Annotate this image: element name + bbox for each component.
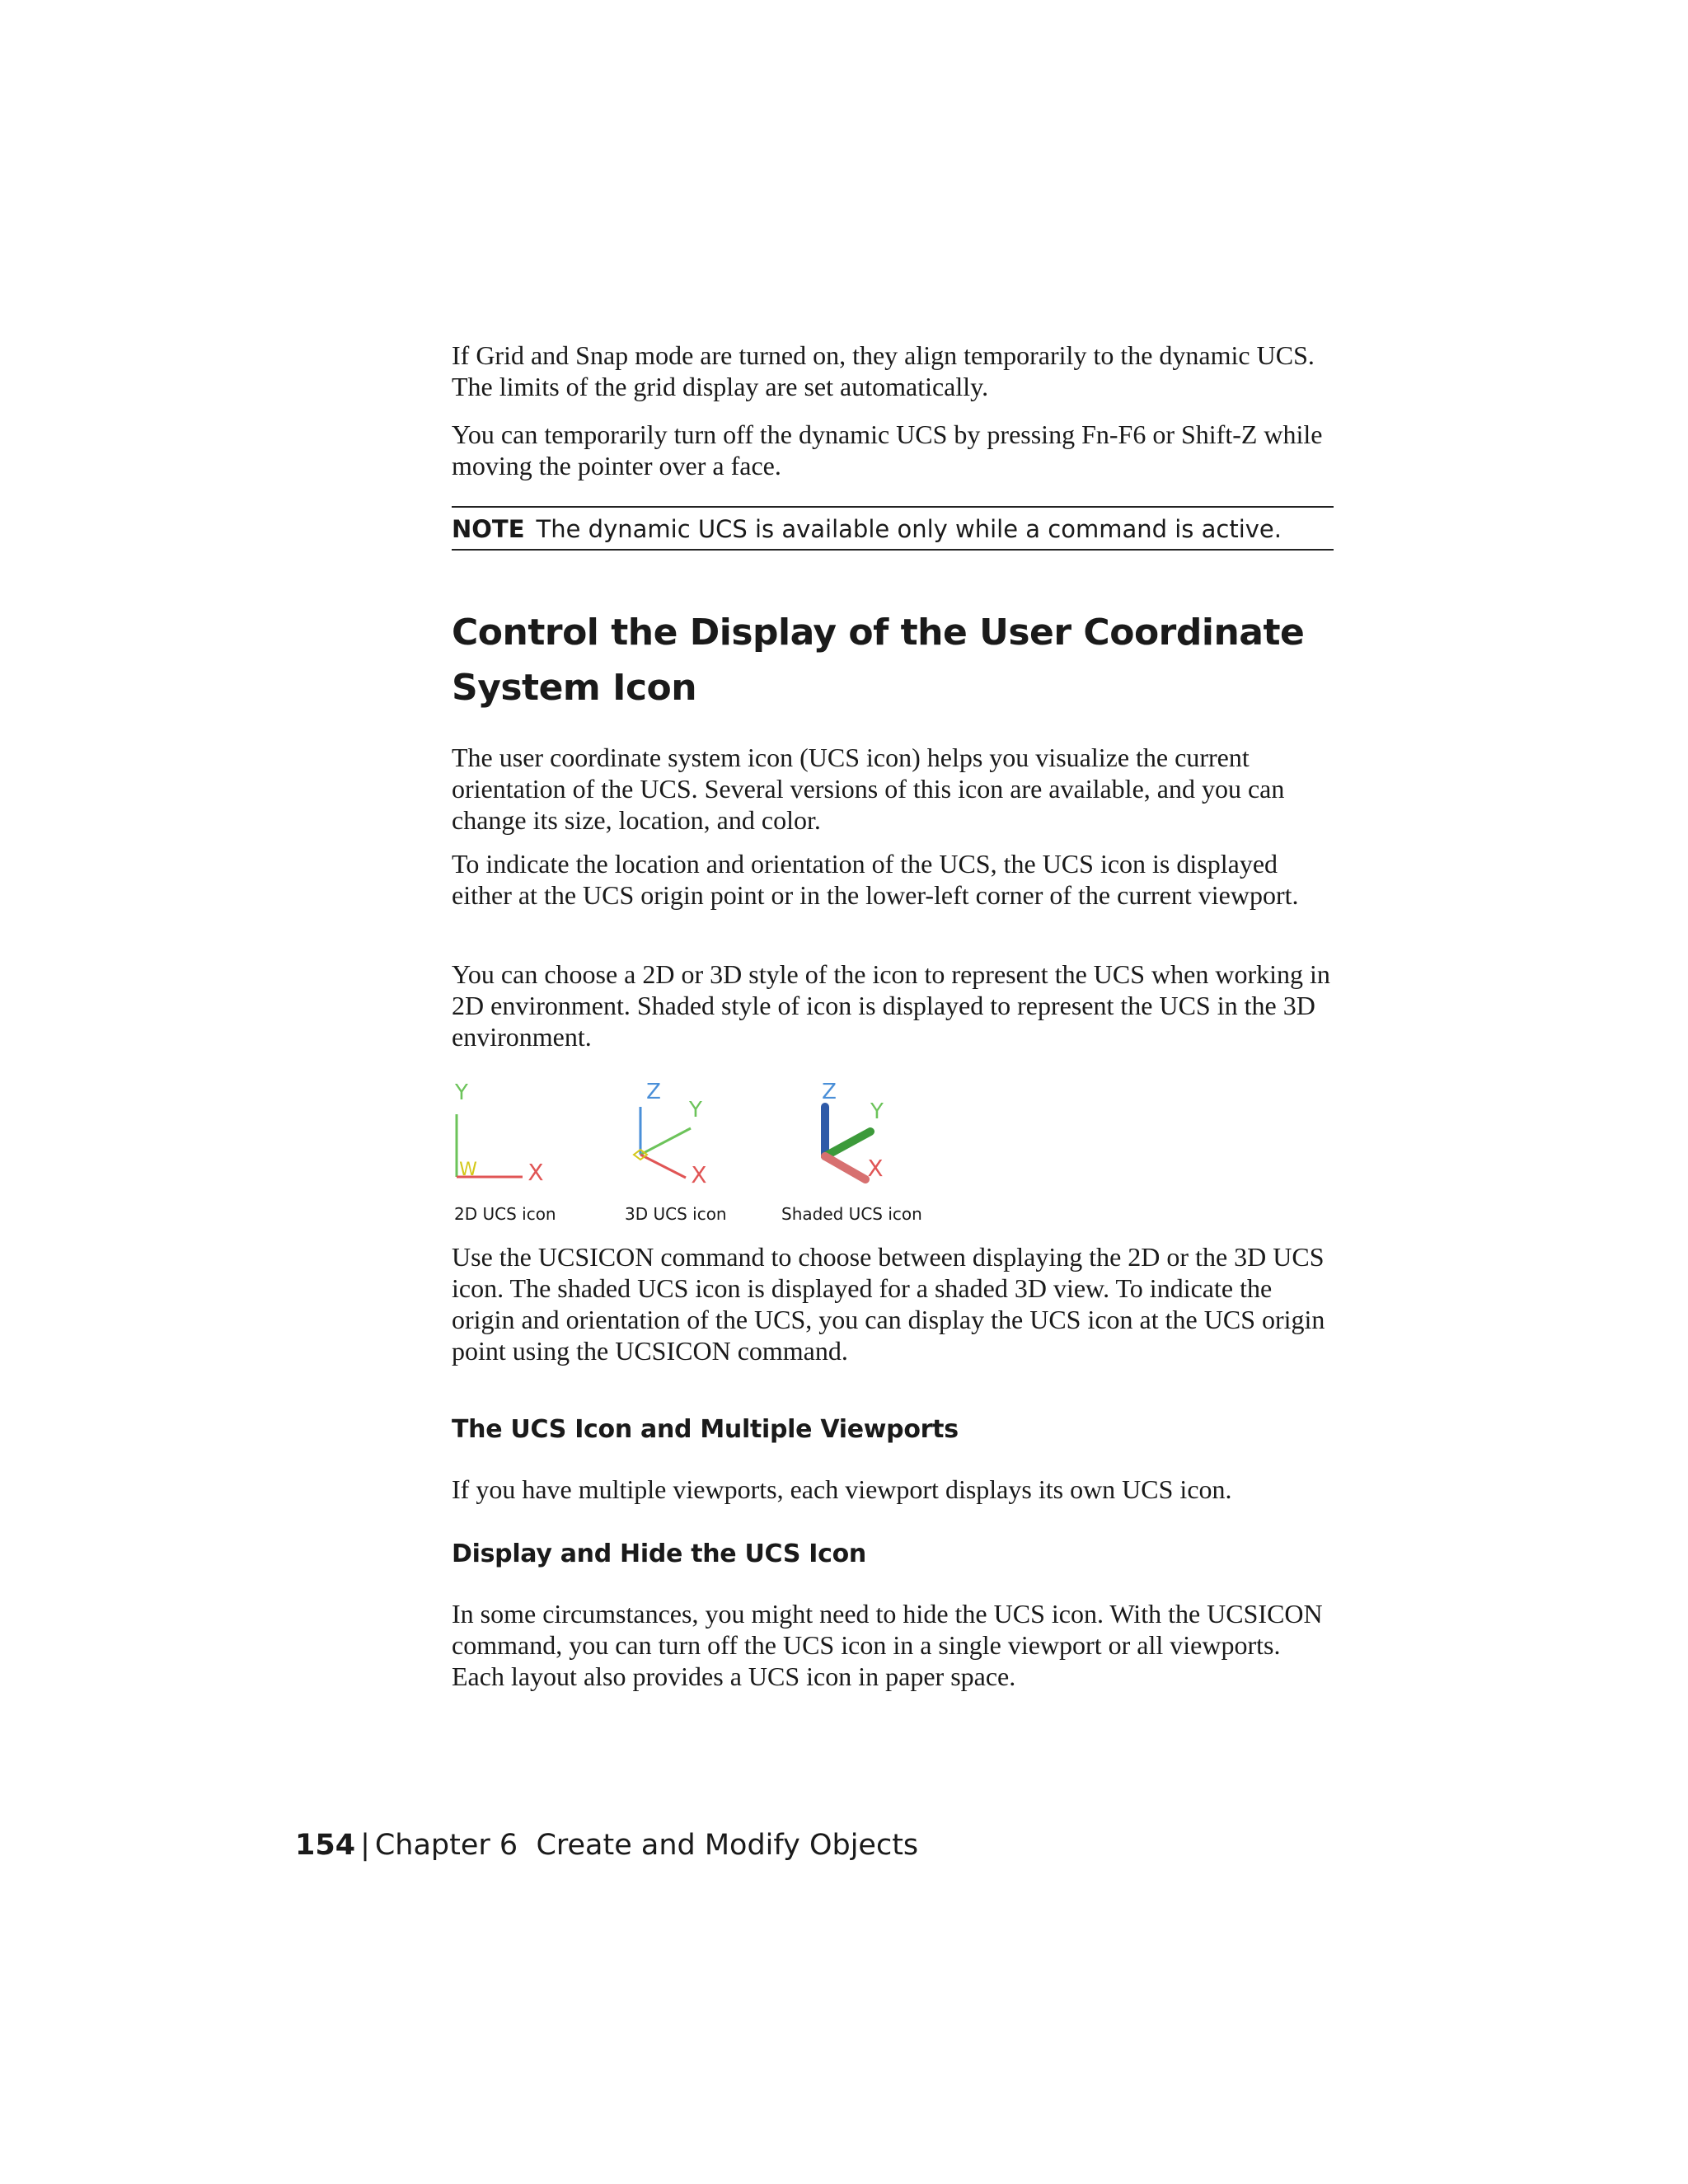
y-axis-line <box>640 1128 691 1155</box>
subheading-display-hide: Display and Hide the UCS Icon <box>452 1540 866 1568</box>
x-axis-label: X <box>691 1161 707 1187</box>
paragraph-hide-ucs-icon: In some circumstances, you might need to hide the UCS icon. With the UCSICON command, you can turn off the UCS icon in a single viewport or all viewports. Each layout also provides a UCS icon in paper space. <box>452 1599 1323 1691</box>
footer-chapter: Chapter 6 <box>374 1829 518 1862</box>
note-box <box>452 506 1334 551</box>
footer-chapter-title: Create and Modify Objects <box>536 1829 919 1862</box>
ucs-shaded-icon <box>806 1076 897 1187</box>
ucs-3d-icon <box>626 1076 725 1187</box>
z-axis-label: Z <box>822 1080 837 1104</box>
y-axis-label: Y <box>870 1099 884 1124</box>
paragraph-grid-snap: If Grid and Snap mode are turned on, they align temporarily to the dynamic UCS. The limits of the grid display are set automatically. <box>452 340 1315 401</box>
page-footer <box>295 1828 918 1863</box>
note-label: NOTE <box>452 515 525 543</box>
x-axis-line <box>640 1155 686 1178</box>
paragraph-ucs-icon-location: To indicate the location and orientation of the UCS, the UCS icon is displayed either at the UCS origin point or in the lower-left corner of the current viewport. <box>452 849 1299 910</box>
ucs-shaded-icon-figure <box>806 1076 897 1187</box>
paragraph-ucs-icon-style: You can choose a 2D or 3D style of the icon to represent the UCS when working in 2D environment. Shaded style of icon is displayed to represent the UCS in the 3D environment. <box>452 959 1330 1052</box>
ucs-2d-icon <box>452 1080 567 1187</box>
x-axis-label: X <box>528 1159 544 1186</box>
caption-3d-ucs-icon: 3D UCS icon <box>625 1204 727 1224</box>
x-axis-label: X <box>867 1155 884 1182</box>
caption-2d-ucs-icon: 2D UCS icon <box>454 1204 556 1224</box>
paragraph-turn-off-dynamic-ucs: You can temporarily turn off the dynamic UCS by pressing Fn-F6 or Shift-Z while moving the pointer over a face. <box>452 419 1323 480</box>
note-content <box>452 515 1282 543</box>
y-axis-label: Y <box>455 1080 468 1105</box>
ucs-2d-icon-figure <box>452 1080 567 1187</box>
ucs-3d-icon-figure <box>626 1076 725 1187</box>
paragraph-multiple-viewports: If you have multiple viewports, each viewport displays its own UCS icon. <box>452 1474 1232 1504</box>
paragraph-ucsicon-command: Use the UCSICON command to choose between displaying the 2D or the 3D UCS icon. The shaded UCS icon is displayed for a shaded 3D view. To indicate the origin and orientation of the UCS, you can display the UCS icon at the UCS origin point using the UCSICON command. <box>452 1242 1325 1366</box>
z-axis-label: Z <box>646 1080 661 1104</box>
subheading-multiple-viewports: The UCS Icon and Multiple Viewports <box>452 1415 959 1444</box>
paragraph-ucs-icon-intro: The user coordinate system icon (UCS icon) helps you visualize the current orientation of the UCS. Several versions of this icon are available, and you can change its size, location, and color. <box>452 743 1285 835</box>
w-label: W <box>459 1160 477 1180</box>
x-axis-bar <box>825 1156 865 1179</box>
y-axis-bar <box>825 1132 870 1156</box>
page-number: 154 <box>295 1829 356 1862</box>
y-axis-label: Y <box>689 1098 702 1122</box>
note-text: The dynamic UCS is available only while a command is active. <box>536 515 1282 543</box>
section-heading: Control the Display of the User Coordinate System Icon <box>452 612 1305 709</box>
footer-separator: | <box>360 1829 370 1862</box>
caption-shaded-ucs-icon: Shaded UCS icon <box>781 1204 922 1224</box>
